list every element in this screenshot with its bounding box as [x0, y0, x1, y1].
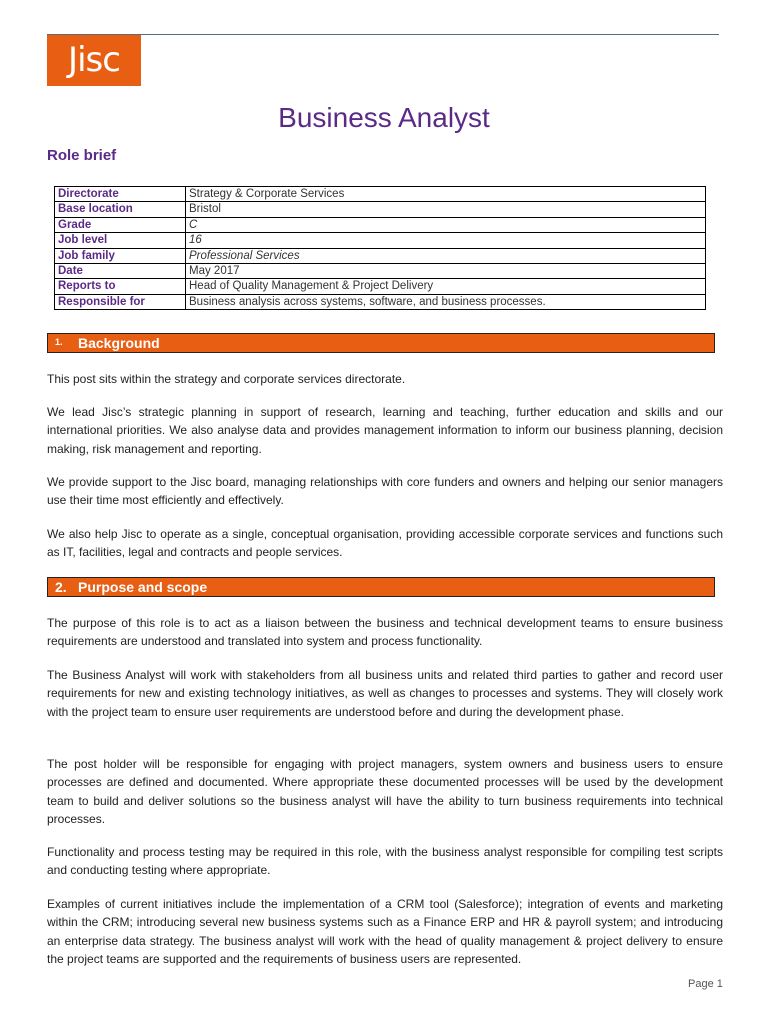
brief-value: Professional Services — [186, 248, 706, 263]
section-title: Purpose and scope — [78, 579, 208, 595]
brief-value: Strategy & Corporate Services — [186, 187, 706, 202]
purpose-paragraph: Examples of current initiatives include the implementation of a CRM tool (Salesforce); integration of events and marketing within the CRM; introducing several new business systems such as a Finance ERP and HR & payroll system; and introducing an enterprise data strategy. The business analyst will work with the head of quality management & project delivery to ensure the project teams are supported and the requirements of business users are represented. — [47, 897, 723, 966]
section-number: 1. — [55, 337, 63, 347]
brief-value: 16 — [186, 233, 706, 248]
background-paragraph: This post sits within the strategy and corporate services directorate. — [47, 372, 406, 386]
brief-value: Business analysis across systems, software, and business processes. — [186, 294, 706, 309]
brief-row — [55, 248, 706, 263]
brief-value: May 2017 — [186, 264, 706, 279]
section-title: Background — [78, 335, 160, 351]
brief-row — [55, 217, 706, 232]
role-brief-heading: Role brief — [47, 147, 117, 164]
brief-row — [55, 294, 706, 309]
brief-key: Job family — [55, 248, 186, 263]
purpose-paragraph: The post holder will be responsible for engaging with project managers, system owners and business users to ensure processes are defined and documented. Where appropriate these documented processes will be used by the development team to build and deliver solutions so the business analyst will have the ability to turn business requirements into technical processes. — [47, 757, 723, 826]
top-rule — [47, 34, 719, 35]
brief-row — [55, 187, 706, 202]
jisc-logo: Jisc — [47, 35, 141, 86]
brief-row — [55, 202, 706, 217]
background-paragraph: We also help Jisc to operate as a single, conceptual organisation, providing accessible corporate services and functions such as IT, facilities, legal and contracts and people services. — [47, 527, 723, 560]
brief-row — [55, 279, 706, 294]
brief-key: Grade — [55, 217, 186, 232]
role-brief-table — [54, 186, 706, 310]
page-number: Page 1 — [688, 978, 723, 990]
brief-value: Bristol — [186, 202, 706, 217]
brief-key: Reports to — [55, 279, 186, 294]
brief-row — [55, 233, 706, 248]
brief-key: Responsible for — [55, 294, 186, 309]
background-paragraph: We lead Jisc’s strategic planning in support of research, learning and teaching, further education and skills and our international priorities. We also analyse data and provides management information to inform our business planning, decision making, risk management and reporting. — [47, 405, 723, 456]
brief-key: Job level — [55, 233, 186, 248]
page-title: Business Analyst — [278, 102, 490, 133]
section-purpose-bar — [47, 577, 715, 597]
purpose-paragraph: The Business Analyst will work with stakeholders from all business units and related third parties to gather and record user requirements for new and existing technology initiatives, as well as changes to processes and systems. They will closely work with the project team to ensure user requirements are understood before and during the development phase. — [47, 668, 723, 719]
brief-value: C — [186, 217, 706, 232]
brief-key: Date — [55, 264, 186, 279]
section-number: 2. — [55, 579, 67, 595]
brief-row — [55, 264, 706, 279]
brief-key: Base location — [55, 202, 186, 217]
background-paragraph: We provide support to the Jisc board, managing relationships with core funders and owners and helping our senior managers use their time most efficiently and effectively. — [47, 475, 723, 508]
brief-key: Directorate — [55, 187, 186, 202]
brief-value: Head of Quality Management & Project Delivery — [186, 279, 706, 294]
purpose-paragraph: The purpose of this role is to act as a liaison between the business and technical development teams to ensure business requirements are understood and translated into system and process functionality. — [47, 616, 723, 649]
purpose-paragraph: Functionality and process testing may be required in this role, with the business analyst responsible for compiling test scripts and conducting testing where appropriate. — [47, 845, 723, 878]
section-background-bar — [47, 333, 715, 353]
